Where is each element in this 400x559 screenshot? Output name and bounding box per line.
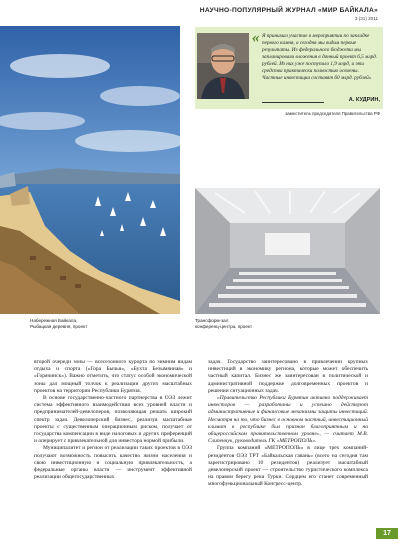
embankment-render-image [0,26,180,314]
article-column-left [34,359,192,481]
quote-text: Я принимал участие в мероприятии по закладке первого камня, а сегодня мы видим первые результаты. Из федерального бюджета мы запланировали вложения в данный проект 6,5 млрд. рублей. Из них уже поступило 1,9 млрд, и эти средства практически полностью освоены. Частные инвестиции составят 60 млрд. рублей» [262,33,378,81]
paragraph: В основе государственно-частного партнерства в ОЭЗ лежит система эффективного взаимодействия всех уровней власти и предпринимателей-девелоперов, позволяющая решать широкий спектр задач. Девелоперский бизнес, реализуя масштабные проекты с существенным операционным риском, получает от государства компенсации в виде налоговых и других преференций и оперирует с привлекательной для инвестора нормой прибыли. [34,395,192,445]
quote-author: А. КУДРИН, [348,97,380,103]
kudrin-portrait-photo [197,33,249,99]
caption-line: Набережная Байкала, [30,318,78,323]
paragraph: задач. Государство заинтересовано в привлечении крупных инвестиций в экономику региона, которые может обеспечить частный капитал. Бизнес же заинтересован в политической и административной поддержке долговременных проектов и решении ситуационных задач. [208,359,368,394]
paragraph: второй очереди зоны — всесезонного курорта по зимним видам отдыха и спорта («Гора Бычья», «Бухта Безымянная» и «Горячинск»). Важно отметить, что статус особой экономической зоны дал мощный толчок к реализации других масштабных проектов на территории Республики Бурятия. [34,359,192,394]
magazine-title: НАУЧНО-ПОПУЛЯРНЫЙ ЖУРНАЛ «МИР БАЙКАЛА» [199,7,378,14]
article-column-right [208,359,368,489]
page-number: 17 [376,528,398,539]
auditorium-caption [195,318,345,330]
paragraph: Муниципалитет и регион от реализации таких проектов в ОЭЗ получают возможность повысить качество жизни населения и свою инвестиционную и социальную привлекательность, а федеральные органы власти — инструмент эффективной реализации общегосударственных [34,445,192,481]
issue-number: 3 (31) 2011 [354,16,378,21]
caption-line: Трансформ-зал [195,318,229,323]
paragraph-quote: «Правительство Республики Бурятия активно поддерживает инвесторов — разработаны и успешно действуют административные и финансовые механизмы защиты инвестиций. Несмотря на то, что бизнес в основном частный, инвестиционный климат в республике был признан благоприятным и на общероссийском правительственном уровне», — считает М.В. Слипенчук, руководитель ГК «МЕТРОПОЛЬ». [208,395,368,445]
paragraph: Группа компаний «МЕТРОПОЛЬ» в лице трех компаний-резидентов ОЭЗ ТРТ «Байкальская гавань» (всего на сегодня там зарегистрировано 10 резидентов) реализует масштабный девелоперский проект — строительство туристического комплекса на правом берегу реки Турки. Сердцем его станет современный многофункциональный Конгресс-центр. [208,445,368,488]
quote-divider [262,102,324,103]
caption-line: конференц-центра, проект [195,324,253,329]
auditorium-render-image [195,188,380,314]
caption-line: Рыбацкая деревня, проект [30,324,88,329]
embankment-caption [30,318,160,330]
quote-mark: « [252,30,260,46]
quote-author-position: заместитель председателя Правительства РФ [285,111,380,116]
